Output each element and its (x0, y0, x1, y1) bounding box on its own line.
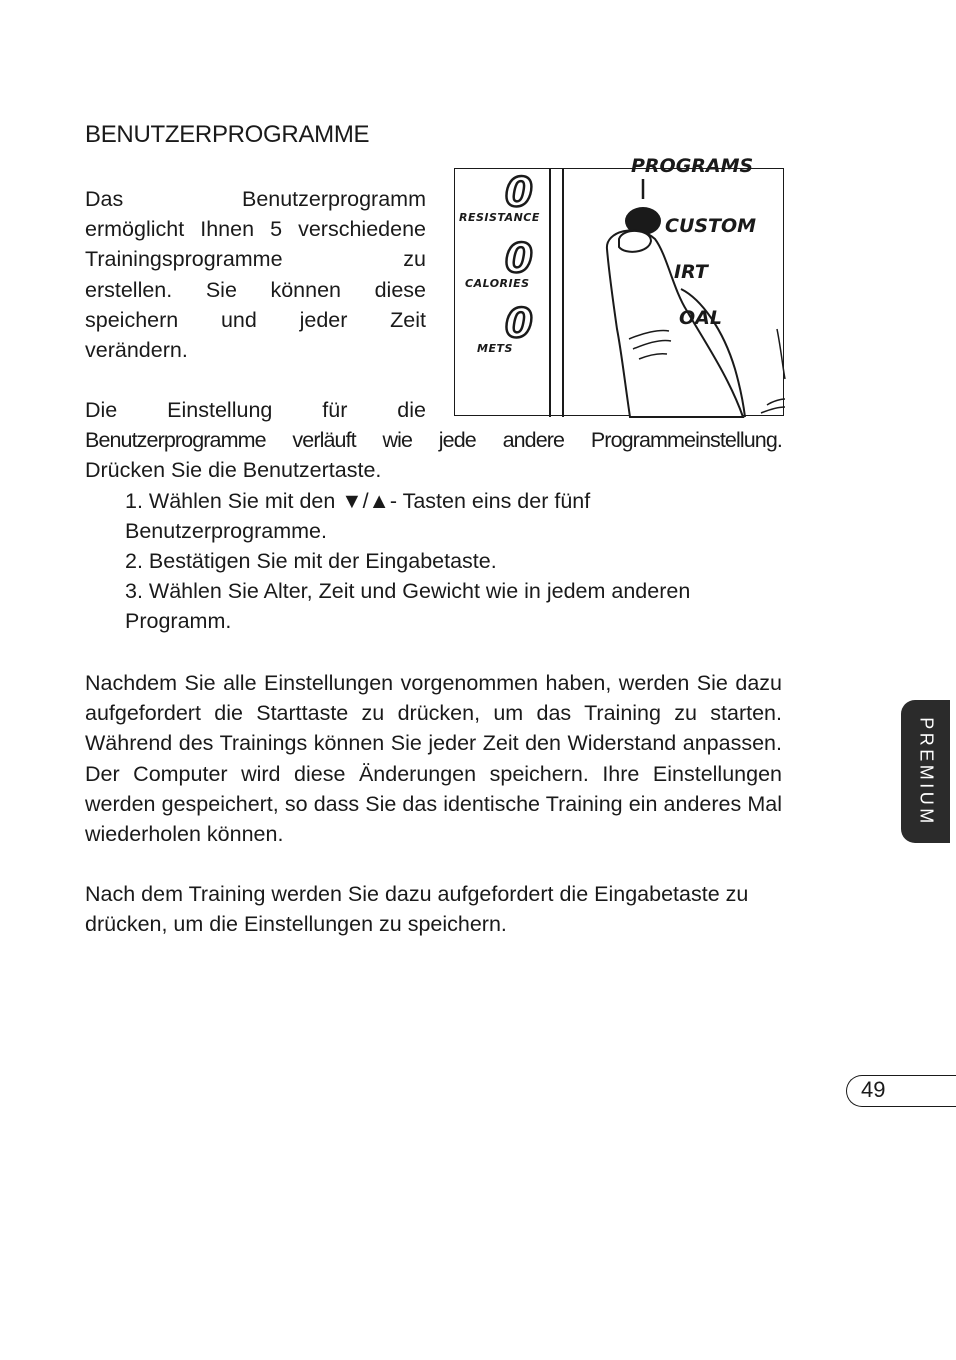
intro-paragraph (85, 184, 426, 365)
intro-line: ermöglicht Ihnen 5 verschiedene (85, 217, 426, 242)
step-item: Programm. (125, 609, 232, 634)
page-number: 49 (861, 1077, 886, 1102)
settings-line: Drücken Sie die Benutzertaste. (85, 458, 382, 483)
intro-line: Trainingsprogramme zu (85, 247, 426, 272)
mets-digit: 0 (505, 301, 533, 347)
settings-line: Die Einstellung für die (85, 398, 426, 422)
program-button-label: IRT (674, 261, 708, 283)
console-illustration (454, 155, 784, 416)
settings-line: Benutzerprogramme verläuft wie jede andere Programmeinstellung. (85, 428, 782, 453)
intro-line: Das Benutzerprogramm (85, 187, 426, 211)
section-tab-label: PREMIUM (916, 716, 936, 827)
intro-line: verändern. (85, 338, 188, 363)
step-item: 1. Wählen Sie mit den ▼/▲- Tasten eins der fünf (125, 488, 591, 513)
calories-label: CALORIES (465, 277, 530, 290)
section-tab (901, 700, 950, 843)
step-item: Benutzerprogramme. (125, 518, 327, 543)
program-button-label: OAL (679, 307, 722, 329)
intro-line: speichern und jeder Zeit (85, 307, 426, 332)
programs-header: PROGRAMS (631, 155, 754, 177)
mets-label: METS (477, 342, 513, 355)
intro-line: erstellen. Sie können diese (85, 277, 426, 302)
steps-list (85, 486, 782, 637)
calories-digit: 0 (505, 236, 533, 282)
step-item: 3. Wählen Sie Alter, Zeit und Gewicht wie in jedem anderen (125, 579, 691, 604)
page-heading: BENUTZERPROGRAMME (85, 121, 370, 148)
training-paragraph: Nachdem Sie alle Einstellungen vorgenommen haben, werden Sie dazu aufgefordert die Starttaste zu drücken, um das Training zu starten. Während des Trainings können Sie jeder Zeit den Widerstand anpassen. Der Computer wird diese Änderungen speichern. Ihre Einstellungen werden gespeichert, so dass Sie das identische Training ein anderes Mal wiederholen können. (85, 671, 782, 847)
step-item: 2. Bestätigen Sie mit der Eingabetaste. (125, 549, 497, 574)
resistance-digit: 0 (505, 170, 533, 216)
custom-button-label: CUSTOM (665, 215, 757, 237)
save-paragraph: Nach dem Training werden Sie dazu aufgefordert die Eingabetaste zu drücken, um die Einstellungen zu speichern. (85, 882, 749, 937)
settings-paragraph (85, 395, 782, 637)
resistance-label: RESISTANCE (459, 211, 540, 224)
